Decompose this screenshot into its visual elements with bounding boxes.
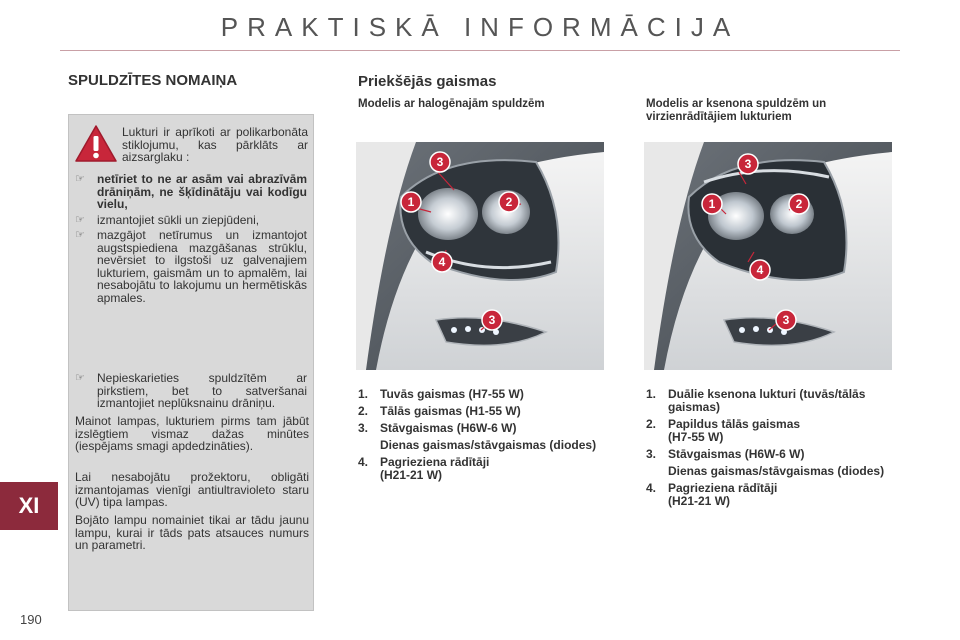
list-item	[358, 456, 603, 482]
list-item-number: 3.	[646, 447, 657, 461]
list-item	[646, 482, 896, 508]
list-item-text: Stāvgaismas (H6W-6 W)	[668, 447, 805, 461]
list-item-text: Duālie ksenona lukturi (tuvās/tālās gaismas)	[668, 387, 866, 414]
page-title: PRAKTISKĀ INFORMĀCIJA	[220, 12, 740, 42]
list-item	[358, 405, 603, 418]
list-item-text: Tuvās gaismas (H7-55 W)	[380, 387, 524, 401]
xenon-marker-3b: 3	[782, 313, 790, 327]
warning-paragraph: Bojāto lampu nomainiet tikai ar tādu jaunu lampu, kurai ir tāds pats atsauces numurs un parametri.	[75, 513, 309, 552]
list-item	[646, 388, 896, 414]
list-item	[646, 418, 896, 444]
halogen-marker-2: 2	[505, 195, 513, 209]
list-item	[358, 422, 603, 452]
warning-bullet-text: izmantojiet sūkli un ziepjūdeni,	[97, 213, 260, 227]
pointing-hand-icon: ☞	[75, 214, 85, 226]
halogen-bulb-list	[358, 388, 603, 482]
page-number: 190	[20, 612, 42, 627]
halogen-marker-4: 4	[438, 255, 446, 269]
halogen-heading: Modelis ar halogēnajām spuldzēm	[358, 98, 545, 110]
list-item-text: Pagrieziena rādītāji (H21-21 W)	[380, 455, 490, 482]
xenon-marker-4: 4	[756, 263, 764, 277]
list-item-number: 1.	[358, 387, 369, 401]
warning-bullet-text: mazgājot netīrumus un izmantojot augstspiediena mazgāšanas strūklu, nevērsiet to ilgstoši uz galvenajiem lukturiem, gaismām un to apmalēm, lai nesabojātu to lakojumu un hermētiskās apmales.	[97, 228, 307, 305]
xenon-marker-2: 2	[795, 197, 803, 211]
list-item-number: 4.	[646, 481, 657, 495]
list-item-subtext: Dienas gaismas/stāvgaismas (diodes)	[380, 438, 597, 452]
list-item-number: 1.	[646, 387, 657, 401]
subsection-title: Priekšējās gaismas	[358, 73, 497, 90]
pointing-hand-icon: ☞	[75, 229, 85, 241]
xenon-bulb-list	[646, 388, 896, 508]
list-item-text: Papildus tālās gaismas (H7-55 W)	[668, 417, 801, 444]
halogen-marker-1: 1	[407, 195, 415, 209]
warning-bullet-text: netīriet to ne ar asām vai abrazīvām drāniņām, ne šķīdinātāju vai kodīgu vielu,	[97, 172, 307, 211]
list-item-number: 2.	[358, 404, 369, 418]
xenon-marker-1: 1	[708, 197, 716, 211]
list-item-text: Stāvgaismas (H6W-6 W)	[380, 421, 517, 435]
xenon-heading: Modelis ar ksenona spuldzēm un virzienrādītājiem lukturiem	[646, 98, 827, 123]
list-item	[358, 388, 603, 401]
list-item-number: 3.	[358, 421, 369, 435]
halogen-marker-3b: 3	[488, 313, 496, 327]
halogen-marker-3: 3	[436, 155, 444, 169]
list-item-text: Tālās gaismas (H1-55 W)	[380, 404, 521, 418]
halogen-headlight-photo	[356, 142, 604, 370]
list-item	[646, 448, 896, 478]
xenon-marker-3: 3	[744, 157, 752, 171]
warning-paragraph: Mainot lampas, lukturiem pirms tam jābūt izslēgtiem vismaz dažas minūtes (iespējams smagi apdedzināties).	[75, 414, 309, 453]
warning-paragraph: Lai nesabojātu prožektoru, obligāti izmantojamas vienīgi antiultravioleto staru (UV) tipa lampas.	[75, 470, 309, 509]
xenon-headlight-photo	[644, 142, 892, 370]
header-divider	[60, 50, 900, 51]
list-item-text: Pagrieziena rādītāji (H21-21 W)	[668, 481, 778, 508]
pointing-hand-icon: ☞	[75, 372, 85, 384]
pointing-hand-icon: ☞	[75, 173, 85, 185]
list-item-number: 2.	[646, 417, 657, 431]
warning-triangle-icon	[74, 124, 118, 164]
warning-bullet-text: Nepieskarieties spuldzītēm ar pirkstiem, bet to satveršanai izmantojiet neplūksnainu drāniņu.	[97, 371, 307, 410]
section-title: SPULDZĪTES NOMAIŅA	[68, 72, 238, 89]
chapter-tab: XI	[0, 482, 58, 530]
warning-intro: Lukturi ir aprīkoti ar polikarbonāta stiklojumu, kas pārklāts ar aizsarglaku :	[122, 125, 308, 164]
list-item-subtext: Dienas gaismas/stāvgaismas (diodes)	[668, 464, 885, 478]
list-item-number: 4.	[358, 455, 369, 469]
